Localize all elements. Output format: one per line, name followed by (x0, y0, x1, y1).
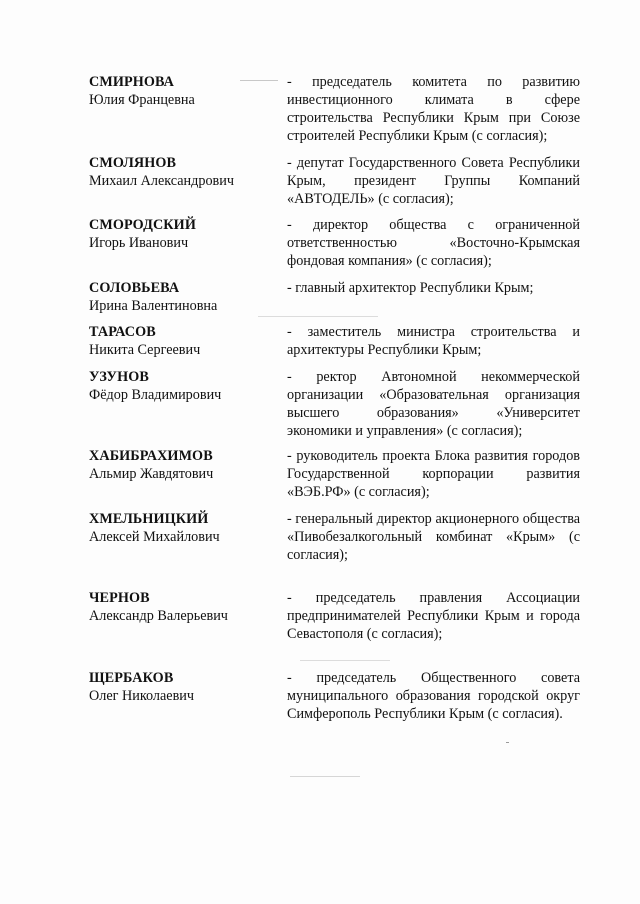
member-given-name: Олег Николаевич (89, 688, 195, 704)
member-role: - генеральный директор акционерного общества «Пивобезалкогольный комбинат «Крым» (с согласия); (287, 511, 580, 563)
member-surname: ЩЕРБАКОВ (89, 670, 174, 686)
member-surname: ХАБИБРАХИМОВ (89, 448, 213, 464)
scan-artifact (258, 316, 378, 317)
member-role: - ректор Автономной некоммерческой организации «Образовательная организация высшего образования» «Университет экономики и управления» (с согласия); (287, 369, 580, 439)
member-given-name: Игорь Иванович (89, 235, 189, 251)
member-given-name: Никита Сергеевич (89, 342, 201, 358)
scan-artifact (240, 80, 278, 81)
member-surname: ЧЕРНОВ (89, 590, 150, 606)
member-surname: СМОЛЯНОВ (89, 155, 177, 171)
member-surname: ТАРАСОВ (89, 324, 156, 340)
member-role: - председатель правления Ассоциации предпринимателей Республики Крым и города Севастополя (с согласия); (287, 590, 580, 642)
member-name (89, 669, 274, 705)
member-given-name: Александр Валерьевич (89, 608, 228, 624)
scan-artifact (506, 742, 509, 743)
member-surname: ХМЕЛЬНИЦКИЙ (89, 511, 209, 527)
member-role: - председатель Общественного совета муниципального образования городской округ Симферополь Республики Крым (с согласия). (287, 670, 580, 722)
member-name (89, 279, 274, 315)
member-surname: СМОРОДСКИЙ (89, 217, 196, 233)
member-given-name: Юлия Францевна (89, 92, 195, 108)
member-given-name: Алексей Михайлович (89, 529, 220, 545)
member-role: - заместитель министра строительства и архитектуры Республики Крым; (287, 324, 580, 358)
member-role: - руководитель проекта Блока развития городов Государственной корпорации развития «ВЭБ.РФ» (с согласия); (287, 448, 580, 500)
member-name (89, 368, 274, 404)
member-given-name: Михаил Александрович (89, 173, 234, 189)
member-role: - главный архитектор Республики Крым; (287, 280, 534, 296)
member-surname: СМИРНОВА (89, 74, 175, 90)
member-role: - председатель комитета по развитию инвестиционного климата в сфере строительства Республики Крым при Союзе строителей Республики Крым (с согласия); (287, 74, 580, 144)
scan-artifact (290, 776, 360, 777)
member-given-name: Фёдор Владимирович (89, 387, 222, 403)
member-name (89, 447, 274, 483)
member-given-name: Ирина Валентиновна (89, 298, 218, 314)
member-given-name: Альмир Жавдятович (89, 466, 214, 482)
member-name (89, 510, 274, 546)
member-name (89, 323, 274, 359)
member-name (89, 154, 274, 190)
member-name (89, 589, 274, 625)
member-surname: УЗУНОВ (89, 369, 149, 385)
member-name (89, 216, 274, 252)
member-role: - директор общества с ограниченной ответственностью «Восточно-Крымская фондовая компания» (с согласия); (287, 217, 580, 269)
scan-artifact (300, 660, 390, 661)
member-role: - депутат Государственного Совета Республики Крым, президент Группы Компаний «АВТОДЕЛЬ» (с согласия); (287, 155, 580, 207)
member-surname: СОЛОВЬЕВА (89, 280, 180, 296)
member-name (89, 73, 274, 109)
